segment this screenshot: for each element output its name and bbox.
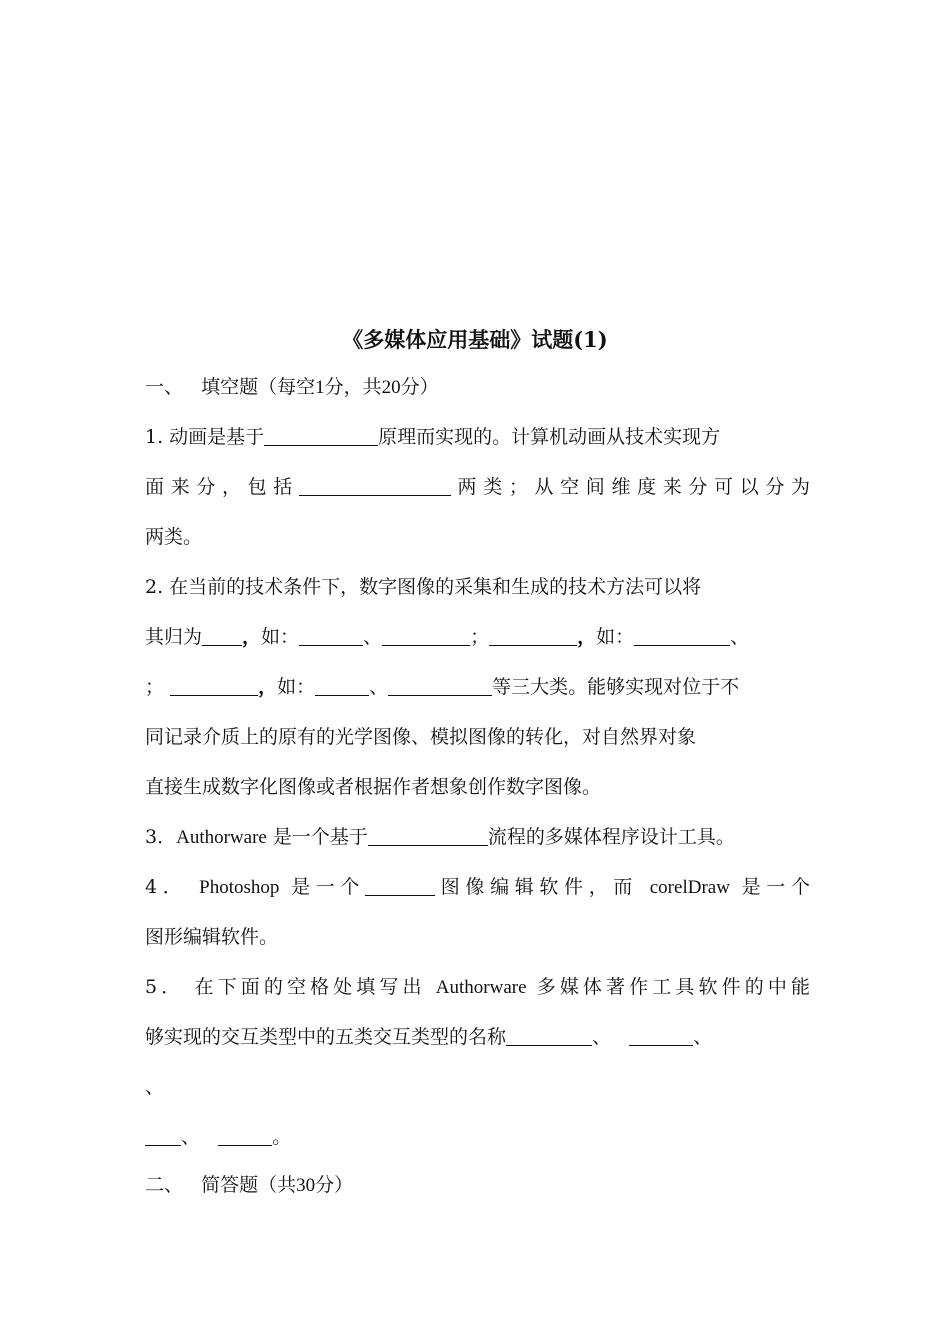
question-1-line-2: 面来分，包括 两类；从空间维度来分可以分为 [145,472,810,502]
question-2-line-1: 2. 在当前的技术条件下，数字图像的采集和生成的技术方法可以将 [145,576,702,598]
question-2-line-2: 其归为 ，如： 、 ； ，如： 、 [145,622,810,652]
section-1-heading: 一、 填空题（每空1分，共20分） [145,376,439,398]
exam-title: 《多媒体应用基础》试题(1) [342,327,608,352]
question-4-line-1: 4． Photoshop 是一个 图像编辑软件，而 corelDraw 是一个 [145,872,810,903]
answer-blank [368,823,488,846]
section-2-heading: 二、 简答题（共30分） [145,1174,354,1196]
section-number: 二、 [145,1174,184,1196]
answer-blank [489,623,577,646]
question-2-line-4: 同记录介质上的原有的光学图像、模拟图像的转化，对自然界对象 [145,726,697,748]
section-label: 简答题（共 [201,1174,297,1196]
question-5-line-1: 5． 在下面的空格处填写出 Authorware 多媒体著作工具软件的中能 [145,976,810,998]
question-3: 3．Authorware 是一个基于 流程的多媒体程序设计工具。 [145,822,810,853]
answer-blank [170,673,258,696]
answer-blank [382,623,470,646]
question-1-line-1: 1. 动画是基于 原理而实现的。计算机动画从技术实现方 [145,422,810,452]
question-5-line-2: 够实现的交互类型中的五类交互类型的名称 、 、 [145,1022,810,1052]
answer-blank [264,423,378,446]
answer-blank [629,1023,693,1046]
question-5-line-4: 、 。 [145,1122,810,1152]
answer-blank [365,873,435,896]
question-4-line-2: 图形编辑软件。 [145,926,279,948]
answer-blank [634,623,730,646]
question-2-line-3: ； ，如： 、 等三大类。能够实现对位于不 [145,672,810,702]
answer-blank [202,623,242,646]
answer-blank [315,673,369,696]
question-5-line-3: 、 [145,1076,165,1098]
section-label: 填空题（每空 [201,376,316,398]
section-number: 一、 [145,376,184,398]
answer-blank [299,473,451,496]
answer-blank [299,623,363,646]
question-1-line-3: 两类。 [145,526,203,548]
answer-blank [506,1023,592,1046]
question-2-line-5: 直接生成数字化图像或者根据作者想象创作数字图像。 [145,776,602,798]
answer-blank [145,1123,181,1146]
answer-blank [218,1123,272,1146]
answer-blank [388,673,492,696]
